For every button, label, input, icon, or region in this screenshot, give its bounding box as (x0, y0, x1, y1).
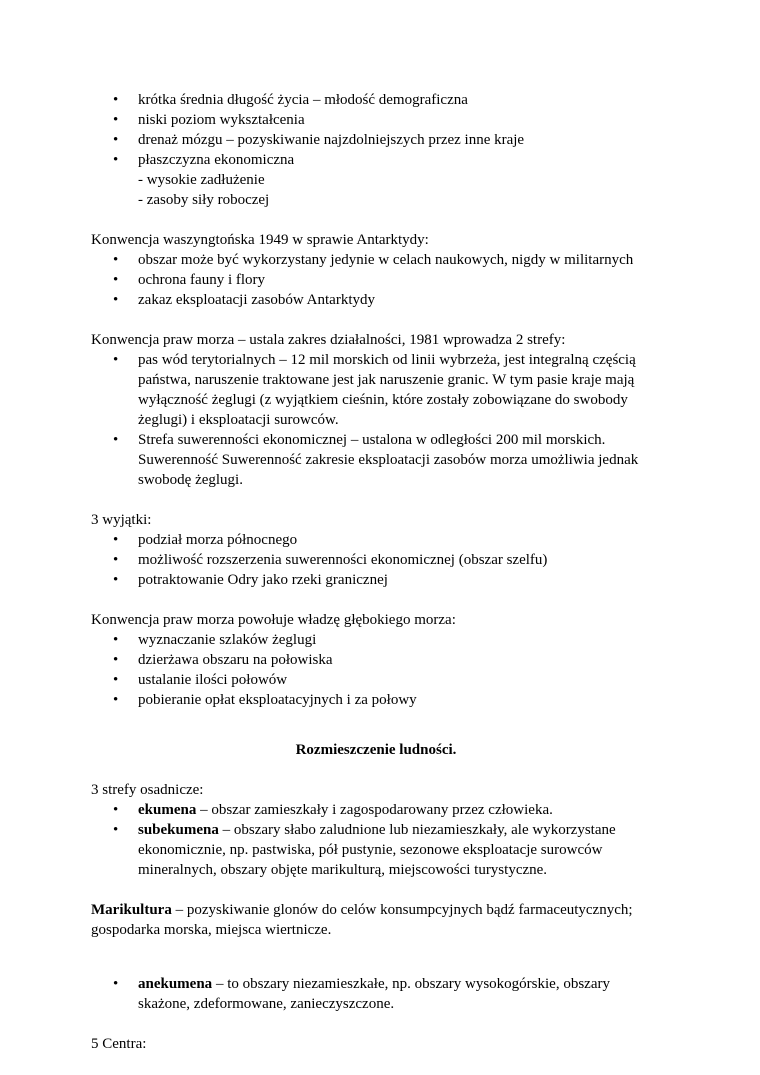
bullet-icon: • (113, 532, 119, 548)
list-item: • pobieranie opłat eksploatacyjnych i za połowy (113, 692, 417, 708)
term: anekumena (138, 976, 213, 992)
list-item: • podział morza północnego (113, 532, 298, 548)
bullet-icon: • (113, 976, 119, 992)
antarctic-title: Konwencja waszyngtońska 1949 w sprawie Antarktydy: (91, 232, 429, 248)
bullet-icon: • (113, 552, 119, 568)
sea-law-list (91, 350, 661, 490)
list-item: • ochrona fauny i flory (113, 272, 266, 288)
list-item: • krótka średnia długość życia – młodość demograficzna (113, 92, 468, 108)
list-item: • możliwość rozszerzenia suwerenności ekonomicznej (obszar szelfu) (113, 552, 548, 568)
zones-title: 3 strefy osadnicze: (91, 782, 204, 798)
section-heading: Rozmieszczenie ludności. (295, 742, 457, 758)
list-item: • pas wód terytorialnych – 12 mil morskich od linii wybrzeża, jest integralną częścią państwa, naruszenie traktowane jest jak naruszenie granic. W tym pasie kraje mają wyłączność żeglugi (z wyjątkiem cieśnin, które zostały zobowiązane do swobody żeglugi) i eksploatacji surowców. (113, 352, 636, 428)
bullet-icon: • (113, 352, 119, 368)
list-item: • Strefa suwerenności ekonomicznej – ustalona w odległości 200 mil morskich. Suwerenność Suwerenność zakresie eksploatacji zasobów morza umożliwia jednak swobodę żeglugi. (113, 432, 639, 488)
bullet-icon: • (113, 652, 119, 668)
list-item: • dzierżawa obszaru na połowiska (113, 652, 333, 668)
bullet-icon: • (113, 92, 119, 108)
document-content (91, 90, 661, 1054)
list-item: • niski poziom wykształcenia (113, 112, 305, 128)
bullet-icon: • (113, 272, 119, 288)
sub-item: - wysokie zadłużenie (138, 172, 265, 188)
list-item: • ekumena – obszar zamieszkały i zagospodarowany przez człowieka. (113, 802, 553, 818)
intro-list (91, 90, 661, 210)
list-item: • drenaż mózgu – pozyskiwanie najzdolniejszych przez inne kraje (113, 132, 525, 148)
mariculture-paragraph: Marikultura – pozyskiwanie glonów do celów konsumpcyjnych bądź farmaceutycznych; gospodarka morska, miejsca wiertnicze. (91, 902, 633, 938)
list-item: • subekumena – obszary słabo zaludnione lub niezamieszkały, ale wykorzystane ekonomicznie, np. pastwiska, pół pustynie, sezonowe eksploatacje surowców mineralnych, obszary objęte marikulturą, miejscowości turystyczne. (113, 822, 616, 878)
bullet-icon: • (113, 672, 119, 688)
exceptions-list (91, 530, 661, 590)
anekumena-list (91, 974, 661, 1014)
antarctic-list (91, 250, 661, 310)
deep-sea-title: Konwencja praw morza powołuje władzę głębokiego morza: (91, 612, 456, 628)
list-item: • potraktowanie Odry jako rzeki granicznej (113, 572, 388, 588)
bullet-icon: • (113, 692, 119, 708)
bullet-icon: • (113, 822, 119, 838)
bullet-icon: • (113, 572, 119, 588)
centers-title: 5 Centra: (91, 1036, 147, 1052)
list-item: • płaszczyzna ekonomiczna - wysokie zadłużenie - zasoby siły roboczej (91, 150, 661, 210)
list-item: • zakaz eksploatacji zasobów Antarktydy (113, 292, 375, 308)
exceptions-title: 3 wyjątki: (91, 512, 152, 528)
bullet-icon: • (113, 432, 119, 448)
bullet-icon: • (113, 292, 119, 308)
term: Marikultura (91, 902, 172, 918)
list-item: • ustalanie ilości połowów (113, 672, 288, 688)
bullet-icon: • (113, 152, 119, 168)
list-item: • anekumena – to obszary niezamieszkałe, np. obszary wysokogórskie, obszary skażone, zdeformowane, zanieczyszczone. (113, 976, 610, 1012)
list-item: • wyznaczanie szlaków żeglugi (113, 632, 317, 648)
deep-sea-list (91, 630, 661, 710)
sub-item: - zasoby siły roboczej (138, 192, 270, 208)
term: ekumena (138, 802, 197, 818)
bullet-icon: • (113, 112, 119, 128)
bullet-icon: • (113, 252, 119, 268)
bullet-icon: • (113, 802, 119, 818)
list-item: • obszar może być wykorzystany jedynie w celach naukowych, nigdy w militarnych (113, 252, 634, 268)
bullet-icon: • (113, 632, 119, 648)
zones-list (91, 800, 661, 880)
term: subekumena (138, 822, 219, 838)
bullet-icon: • (113, 132, 119, 148)
sea-law-title: Konwencja praw morza – ustala zakres działalności, 1981 wprowadza 2 strefy: (91, 332, 566, 348)
